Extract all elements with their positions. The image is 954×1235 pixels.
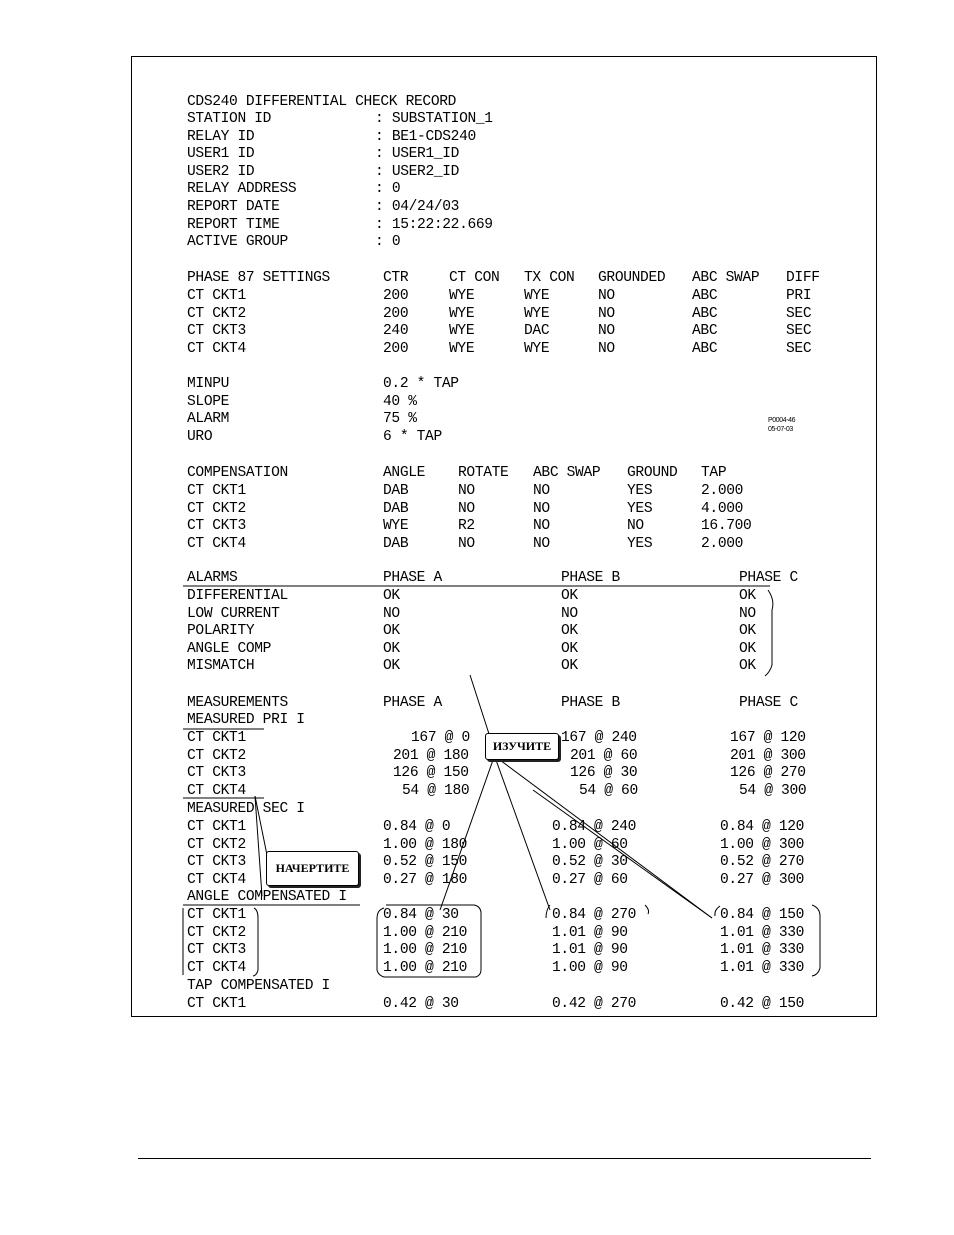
bracket [715, 906, 720, 916]
settings-cell: WYE [449, 305, 475, 322]
measured-sec-cell: 0.52 @ 150 [383, 854, 468, 871]
measured-pri-cell: 126 @ 150 [393, 765, 469, 782]
measured-sec-cell: 0.27 @ 300 [720, 871, 805, 888]
tap-compensated-cell: 0.42 @ 150 [720, 996, 805, 1012]
stamp-line: P0004-46 [768, 417, 796, 424]
header-value: : USER2_ID [375, 163, 460, 180]
tap-compensated-cell: 0.42 @ 270 [552, 996, 637, 1012]
settings-cell: ABC [692, 323, 718, 340]
measured-sec-cell: CT CKT4 [187, 871, 246, 888]
settings-column-header: CT CON [449, 270, 500, 286]
compensation-cell: 16.700 [701, 518, 752, 535]
leader-line [470, 675, 490, 737]
measured-pri-cell: CT CKT1 [187, 730, 246, 746]
header-value: : 0 [375, 234, 401, 251]
settings-column-header: PHASE 87 SETTINGS [187, 270, 330, 286]
settings-cell: PRI [786, 288, 812, 304]
compensation-column-header: COMPENSATION [187, 465, 288, 481]
compensation-cell: CT CKT2 [187, 500, 246, 517]
leader-line [440, 760, 493, 910]
compensation-column-header: ROTATE [458, 465, 509, 481]
measured-sec-cell: 1.00 @ 180 [383, 836, 468, 853]
param-label: MINPU [187, 376, 230, 392]
alarms-cell: NO [739, 605, 756, 622]
alarms-column-header: PHASE A [383, 570, 442, 586]
header-label: REPORT DATE [187, 199, 280, 215]
alarms-cell: OK [739, 588, 756, 604]
alarms-column-header: ALARMS [187, 570, 238, 586]
measured-sec-cell: CT CKT1 [187, 819, 246, 835]
settings-cell: NO [598, 305, 615, 322]
angle-compensated-cell: 1.01 @ 330 [720, 924, 805, 941]
angle-compensated-cell: 1.00 @ 210 [383, 959, 468, 976]
alarms-cell: DIFFERENTIAL [187, 588, 288, 604]
alarms-cell: OK [739, 658, 756, 675]
stamp-line: 05-07-03 [768, 426, 793, 433]
settings-cell: 200 [383, 340, 409, 357]
measured-pri-cell: 54 @ 60 [579, 782, 638, 799]
measured-sec-cell: CT CKT3 [187, 854, 246, 871]
param-value: 40 % [383, 393, 417, 410]
param-value: 75 % [383, 411, 417, 428]
measured-pri-cell: 201 @ 60 [570, 747, 638, 764]
measured-sec-cell: 0.52 @ 270 [720, 854, 805, 871]
measured-sec-cell: 0.84 @ 120 [720, 819, 805, 835]
angle-compensated-cell: 0.84 @ 30 [383, 907, 459, 923]
settings-cell: WYE [449, 323, 475, 340]
header-label: STATION ID [187, 111, 272, 127]
angle-compensated-title: ANGLE COMPENSATED I [187, 889, 347, 905]
settings-cell: ABC [692, 340, 718, 357]
settings-column-header: CTR [383, 270, 409, 286]
study-callout: ИЗУЧИТЕ [485, 733, 559, 760]
param-label: ALARM [187, 411, 230, 428]
compensation-cell: NO [533, 500, 550, 517]
header-label: ACTIVE GROUP [187, 234, 288, 251]
compensation-cell: NO [458, 500, 475, 517]
measurements-column-header: PHASE B [561, 695, 620, 711]
measured-pri-cell: 126 @ 30 [570, 765, 638, 782]
header-label: RELAY ID [187, 128, 255, 145]
compensation-column-header: TAP [701, 465, 727, 481]
bracket [645, 905, 649, 914]
alarms-cell: POLARITY [187, 623, 255, 640]
angle-compensated-cell: 0.84 @ 270 [552, 907, 637, 923]
header-label: USER2 ID [187, 163, 255, 180]
measurements-column-header: PHASE A [383, 695, 442, 711]
alarms-cell: OK [739, 623, 756, 640]
compensation-column-header: GROUND [627, 465, 678, 481]
measured-sec-cell: 0.84 @ 240 [552, 819, 637, 835]
compensation-cell: DAB [383, 483, 409, 499]
settings-cell: WYE [449, 340, 475, 357]
param-value: 6 * TAP [383, 428, 442, 445]
settings-cell: 200 [383, 288, 409, 304]
settings-cell: NO [598, 340, 615, 357]
compensation-cell: NO [627, 518, 644, 535]
compensation-cell: CT CKT4 [187, 535, 246, 552]
alarms-cell: OK [561, 640, 578, 657]
alarms-cell: MISMATCH [187, 658, 255, 675]
measured-sec-cell: 0.84 @ 0 [383, 819, 451, 835]
angle-compensated-cell: CT CKT4 [187, 959, 246, 976]
compensation-cell: NO [533, 535, 550, 552]
tap-compensated-cell: CT CKT1 [187, 996, 246, 1012]
angle-compensated-cell: CT CKT1 [187, 907, 246, 923]
alarms-cell: NO [383, 605, 400, 622]
compensation-cell: NO [458, 535, 475, 552]
alarms-cell: OK [383, 588, 400, 604]
settings-cell: WYE [524, 340, 550, 357]
leader-line [533, 790, 712, 918]
settings-column-header: TX CON [524, 270, 575, 286]
leader-line [496, 760, 550, 910]
bracket [377, 905, 481, 977]
measured-pri-cell: CT CKT3 [187, 765, 246, 782]
angle-compensated-cell: 1.00 @ 90 [552, 959, 628, 976]
measured-pri-cell: 201 @ 180 [393, 747, 469, 764]
settings-column-header: ABC SWAP [692, 270, 760, 286]
bracket [253, 908, 258, 976]
alarms-cell: OK [383, 658, 400, 675]
compensation-cell: CT CKT3 [187, 518, 246, 535]
settings-cell: CT CKT4 [187, 340, 246, 357]
alarms-cell: LOW CURRENT [187, 605, 280, 622]
angle-compensated-cell: 1.01 @ 330 [720, 942, 805, 959]
settings-cell: CT CKT1 [187, 288, 246, 304]
measured-sec-cell: 0.27 @ 60 [552, 871, 628, 888]
measured-sec-cell: 1.00 @ 60 [552, 836, 628, 853]
measured-pri-cell: 54 @ 300 [739, 782, 807, 799]
measured-pri-cell: CT CKT4 [187, 782, 246, 799]
alarms-column-header: PHASE C [739, 570, 798, 586]
compensation-cell: YES [627, 535, 653, 552]
angle-compensated-cell: 1.01 @ 90 [552, 924, 628, 941]
header-value: : SUBSTATION_1 [375, 111, 493, 127]
measured-pri-cell: CT CKT2 [187, 747, 246, 764]
measured-pri-cell: 126 @ 270 [730, 765, 806, 782]
header-value: : BE1-CDS240 [375, 128, 476, 145]
measured-sec-cell: 0.52 @ 30 [552, 854, 628, 871]
header-value: : 0 [375, 181, 401, 198]
angle-compensated-cell: 0.84 @ 150 [720, 907, 805, 923]
header-value: : 04/24/03 [375, 199, 460, 215]
compensation-cell: 4.000 [701, 500, 744, 517]
alarms-cell: OK [383, 640, 400, 657]
alarms-column-header: PHASE B [561, 570, 620, 586]
tap-compensated-title: TAP COMPENSATED I [187, 978, 330, 994]
settings-column-header: DIFF [786, 270, 820, 286]
compensation-cell: 2.000 [701, 483, 744, 499]
param-label: URO [187, 428, 213, 445]
compensation-cell: R2 [458, 518, 475, 535]
param-label: SLOPE [187, 393, 230, 410]
measured-sec-title: MEASURED SEC I [187, 801, 305, 817]
draw-callout: НАЧЕРТИТЕ [266, 851, 359, 886]
compensation-cell: NO [458, 483, 475, 499]
settings-cell: NO [598, 288, 615, 304]
settings-cell: DAC [524, 323, 550, 340]
alarms-cell: ANGLE COMP [187, 640, 272, 657]
compensation-cell: NO [533, 483, 550, 499]
measured-pri-cell: 54 @ 180 [402, 782, 470, 799]
compensation-cell: NO [533, 518, 550, 535]
settings-cell: SEC [786, 323, 812, 340]
settings-cell: NO [598, 323, 615, 340]
settings-cell: WYE [449, 288, 475, 304]
compensation-cell: YES [627, 483, 653, 499]
settings-cell: WYE [524, 305, 550, 322]
header-value: : USER1_ID [375, 146, 460, 163]
bracket [812, 905, 820, 976]
measured-pri-cell: 167 @ 240 [561, 730, 637, 746]
alarms-cell: OK [561, 588, 578, 604]
angle-compensated-cell: 1.00 @ 210 [383, 924, 468, 941]
footer-rule [138, 1158, 871, 1159]
settings-cell: ABC [692, 305, 718, 322]
measured-sec-cell: 0.27 @ 180 [383, 871, 468, 888]
settings-cell: SEC [786, 340, 812, 357]
measured-pri-cell: 167 @ 120 [730, 730, 806, 746]
leader-line [500, 760, 712, 918]
compensation-column-header: ABC SWAP [533, 465, 601, 481]
alarms-cell: OK [739, 640, 756, 657]
measured-pri-cell: 167 @ 0 [411, 730, 470, 746]
settings-cell: 240 [383, 323, 409, 340]
angle-compensated-cell: 1.01 @ 330 [720, 959, 805, 976]
settings-column-header: GROUNDED [598, 270, 666, 286]
settings-cell: SEC [786, 305, 812, 322]
header-label: REPORT TIME [187, 216, 280, 233]
alarms-cell: OK [561, 623, 578, 640]
measured-sec-cell: CT CKT2 [187, 836, 246, 853]
measured-pri-title: MEASURED PRI I [187, 712, 305, 728]
alarms-cell: NO [561, 605, 578, 622]
alarms-cell: OK [383, 623, 400, 640]
compensation-cell: CT CKT1 [187, 483, 246, 499]
tap-compensated-cell: 0.42 @ 30 [383, 996, 459, 1012]
compensation-column-header: ANGLE [383, 465, 426, 481]
header-label: RELAY ADDRESS [187, 181, 297, 198]
alarms-cell: OK [561, 658, 578, 675]
measured-sec-cell: 1.00 @ 300 [720, 836, 805, 853]
compensation-cell: DAB [383, 535, 409, 552]
header-value: : 15:22:22.669 [375, 216, 493, 233]
settings-cell: 200 [383, 305, 409, 322]
alarms-bracket [765, 590, 773, 676]
angle-compensated-cell: 1.00 @ 210 [383, 942, 468, 959]
compensation-cell: 2.000 [701, 535, 744, 552]
header-label: USER1 ID [187, 146, 255, 163]
settings-cell: ABC [692, 288, 718, 304]
param-value: 0.2 * TAP [383, 376, 459, 392]
compensation-cell: DAB [383, 500, 409, 517]
measurements-column-header: MEASUREMENTS [187, 695, 288, 711]
measurements-column-header: PHASE C [739, 695, 798, 711]
record-title: CDS240 DIFFERENTIAL CHECK RECORD [187, 94, 457, 110]
measured-pri-cell: 201 @ 300 [730, 747, 806, 764]
angle-compensated-cell: CT CKT2 [187, 924, 246, 941]
angle-compensated-cell: CT CKT3 [187, 942, 246, 959]
settings-cell: CT CKT3 [187, 323, 246, 340]
compensation-cell: YES [627, 500, 653, 517]
settings-cell: CT CKT2 [187, 305, 246, 322]
angle-compensated-cell: 1.01 @ 90 [552, 942, 628, 959]
compensation-cell: WYE [383, 518, 409, 535]
settings-cell: WYE [524, 288, 550, 304]
